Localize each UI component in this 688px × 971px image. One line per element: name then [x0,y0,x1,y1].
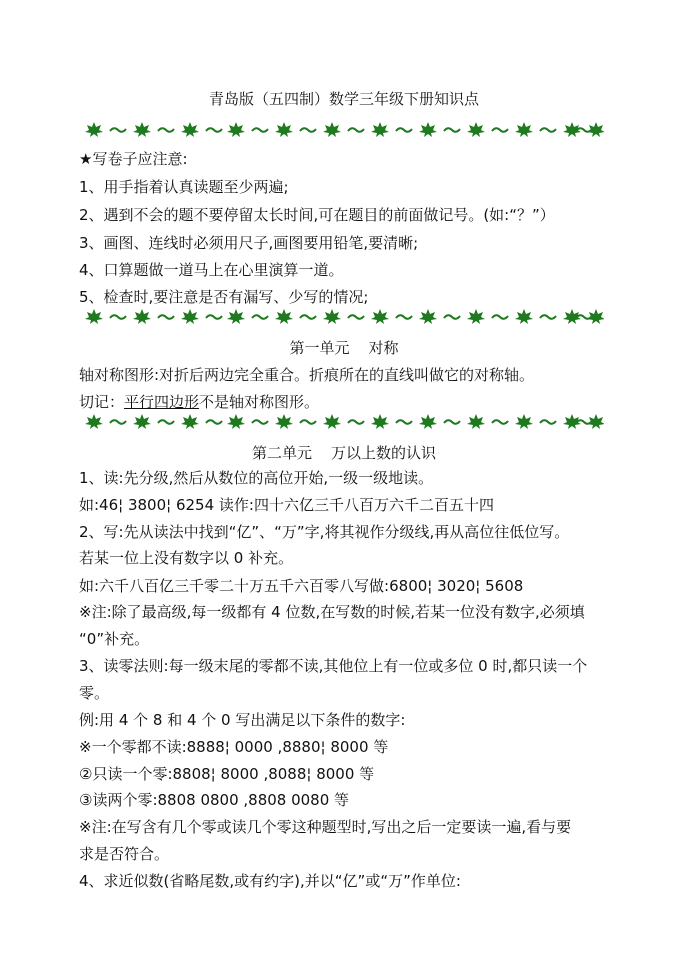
tilde-icon [158,315,174,319]
tilde-icon [492,128,508,132]
document-title: 青岛版（五四制）数学三年级下册知识点 [208,90,479,108]
leaf-icon [419,122,437,137]
remark-suffix: 不是轴对称图形。 [199,393,320,411]
note-item: 3、画图、连线时必须用尺子,画图要用铅笔,要清晰; [79,234,419,252]
unit2-line: ②只读一个零:8808¦ 8000 ,8088¦ 8000 等 [79,765,375,783]
leaf-icon [515,414,533,429]
tilde-icon [492,420,508,424]
leaf-icon [181,122,199,137]
unit1-definition: 轴对称图形:对折后两边完全重合。折痕所在的直线叫做它的对称轴。 [79,366,535,384]
unit2-line: 若某一位上没有数字以 0 补充。 [79,549,294,567]
leaf-icon [515,122,533,137]
unit2-line: 求是否符合。 [79,845,170,863]
leaf-icon [467,414,485,429]
note-item: 2、遇到不会的题不要停留太长时间,可在题目的前面做记号。(如:“？”） [79,206,555,224]
note-item: 1、用手指着认真读题至少两遍; [79,178,289,196]
notes-heading: ★写卷子应注意: [79,150,188,168]
tilde-icon [300,128,316,132]
tilde-icon [300,420,316,424]
unit2-heading: 第二单元 万以上数的认识 [251,444,437,462]
tilde-icon [444,128,460,132]
leaf-icon [181,309,199,324]
leaf-icon [133,414,151,429]
tilde-icon [540,128,556,132]
tilde-icon [348,420,364,424]
tilde-icon [158,420,174,424]
leaf-icon [419,309,437,324]
tilde-icon [206,420,222,424]
unit1-heading: 第一单元 对称 [289,339,399,357]
tilde-icon [110,420,126,424]
tilde-icon [252,315,268,319]
parallelogram-term: 平行四边形 [124,393,200,411]
leaf-icon [133,309,151,324]
leaf-icon [275,414,293,429]
leaf-icon [371,309,389,324]
leaf-icon [467,122,485,137]
leaf-icon [515,309,533,324]
leaf-icon [227,414,245,429]
leaf-icon [587,309,604,324]
leaf-divider [84,120,604,140]
leaf-icon [419,414,437,429]
leaf-icon [181,414,199,429]
unit1-remark [79,391,619,413]
tilde-icon [300,315,316,319]
leaf-divider [84,307,604,327]
leaf-icon [133,122,151,137]
unit2-line: ③读两个零:8808 0800 ,8808 0080 等 [79,791,350,809]
tilde-icon [252,128,268,132]
unit2-line: 2、写:先从读法中找到“亿”、“万”字,将其视作分级线,再从高位往低位写。 [79,523,570,541]
unit2-line: 零。 [79,684,110,702]
leaf-divider [84,412,604,432]
tilde-icon [206,128,222,132]
tilde-icon [396,315,412,319]
leaf-icon [275,122,293,137]
leaf-icon [371,414,389,429]
unit2-line: ※注:除了最高级,每一级都有 4 位数,在写数的时候,若某一位没有数字,必须填 [79,603,585,621]
leaf-icon [85,309,103,324]
unit2-line: 如:46¦ 3800¦ 6254 读作:四十六亿三千八百万六千二百五十四 [79,496,494,514]
leaf-icon [323,309,341,324]
tilde-icon [348,128,364,132]
leaf-icon [227,122,245,137]
leaf-icon [467,309,485,324]
leaf-icon [85,414,103,429]
leaf-icon [323,122,341,137]
tilde-icon [348,315,364,319]
unit2-line: ※注:在写含有几个零或读几个零这种题型时,写出之后一定要读一遍,看与要 [79,818,572,836]
leaf-icon [587,414,604,429]
unit2-line: 1、读:先分级,然后从数位的高位开始,一级一级地读。 [79,469,434,487]
tilde-icon [396,420,412,424]
tilde-icon [110,128,126,132]
unit2-line: 例:用 4 个 8 和 4 个 0 写出满足以下条件的数字: [79,711,406,729]
tilde-icon [492,315,508,319]
leaf-icon [85,122,103,137]
tilde-icon [540,315,556,319]
unit2-line: “0”补充。 [79,630,150,648]
tilde-icon [444,420,460,424]
tilde-icon [158,128,174,132]
remark-prefix: 切记： [79,393,125,411]
tilde-icon [540,420,556,424]
note-item: 4、口算题做一道马上在心里演算一道。 [79,261,344,279]
unit2-line: ※一个零都不读:8888¦ 0000 ,8880¦ 8000 等 [79,738,389,756]
leaf-icon [323,414,341,429]
leaf-icon [227,309,245,324]
tilde-icon [206,315,222,319]
tilde-icon [444,315,460,319]
unit2-line: 如:六千八百亿三千零二十万五千六百零八写做:6800¦ 3020¦ 5608 [79,577,524,595]
tilde-icon [252,420,268,424]
tilde-icon [396,128,412,132]
leaf-icon [275,309,293,324]
leaf-icon [587,122,604,137]
tilde-icon [110,315,126,319]
unit2-line: 3、读零法则:每一级末尾的零都不读,其他位上有一位或多位 0 时,都只读一个 [79,657,588,675]
note-item: 5、检查时,要注意是否有漏写、少写的情况; [79,288,369,306]
leaf-icon [371,122,389,137]
unit2-line: 4、求近似数(省略尾数,或有约字),并以“亿”或“万”作单位: [79,872,461,890]
